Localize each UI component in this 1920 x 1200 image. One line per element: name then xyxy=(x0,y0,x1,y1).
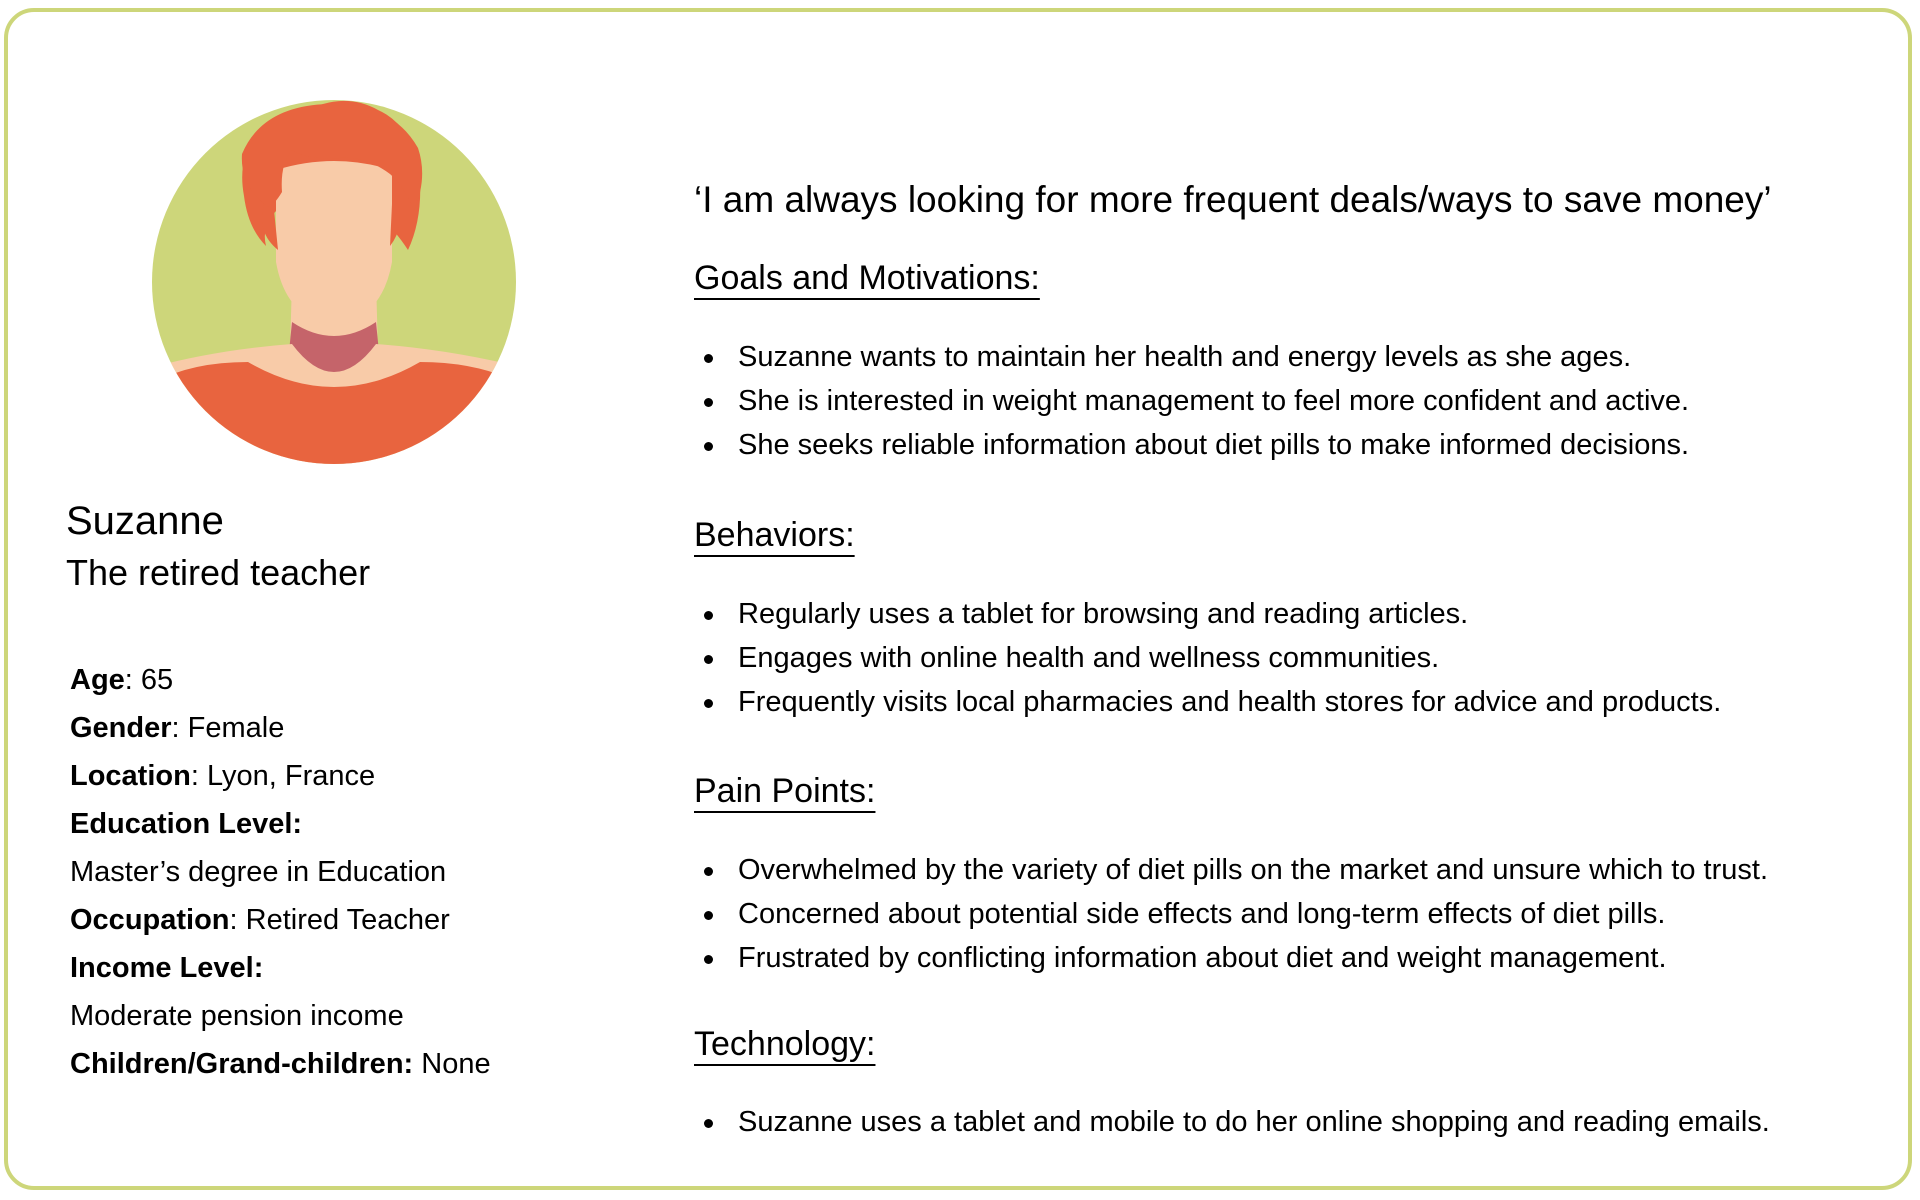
pain-points-list xyxy=(694,848,1768,980)
detail-label: Occupation xyxy=(70,904,230,936)
goals-list xyxy=(694,335,1689,467)
behaviors-heading: Behaviors: xyxy=(694,516,855,554)
detail-education-label xyxy=(70,800,491,848)
persona-avatar xyxy=(152,100,516,464)
detail-label: Location xyxy=(70,760,191,792)
detail-value: 65 xyxy=(140,664,174,696)
detail-age: Age: 65 xyxy=(70,664,174,696)
detail-label: Age xyxy=(70,664,125,696)
list-item: She seeks reliable information about diet pills to make informed decisions. xyxy=(694,423,1689,467)
detail-value: None xyxy=(421,1048,491,1080)
detail-label: Income Level: xyxy=(70,952,264,984)
behaviors-list xyxy=(694,592,1721,724)
pain-points-heading: Pain Points: xyxy=(694,772,876,810)
detail-children xyxy=(70,1040,491,1088)
detail-income-value xyxy=(70,992,491,1040)
persona-quote: ‘I am always looking for more frequent deals/ways to save money’ xyxy=(694,179,1772,220)
detail-value: Moderate pension income xyxy=(70,1000,404,1032)
persona-name: Suzanne xyxy=(66,499,224,543)
goals-heading: Goals and Motivations: xyxy=(694,259,1040,297)
list-item: Concerned about potential side effects and long-term effects of diet pills. xyxy=(694,892,1768,936)
detail-value: Retired Teacher xyxy=(245,904,450,936)
list-item: Regularly uses a tablet for browsing and reading articles. xyxy=(694,592,1721,636)
technology-list xyxy=(694,1100,1770,1144)
list-item: She is interested in weight management to feel more confident and active. xyxy=(694,379,1689,423)
list-item: Frustrated by conflicting information about diet and weight management. xyxy=(694,936,1768,980)
persona-details xyxy=(70,656,491,1088)
list-item: Suzanne wants to maintain her health and energy levels as she ages. xyxy=(694,335,1689,379)
avatar-face xyxy=(276,161,392,326)
persona-card xyxy=(4,8,1912,1190)
detail-income-label xyxy=(70,944,491,992)
list-item: Overwhelmed by the variety of diet pills on the market and unsure which to trust. xyxy=(694,848,1768,892)
detail-education-value xyxy=(70,848,491,896)
technology-heading: Technology: xyxy=(694,1025,876,1063)
persona-subtitle: The retired teacher xyxy=(66,552,371,593)
detail-label: Gender xyxy=(70,712,172,744)
detail-label: Children/Grand-children: xyxy=(70,1048,414,1080)
detail-location: Location: Lyon, France xyxy=(70,760,376,792)
detail-value: Female xyxy=(187,712,285,744)
detail-value: Master’s degree in Education xyxy=(70,856,447,888)
list-item: Frequently visits local pharmacies and health stores for advice and products. xyxy=(694,680,1721,724)
list-item: Suzanne uses a tablet and mobile to do her online shopping and reading emails. xyxy=(694,1100,1770,1144)
detail-occupation: Occupation: Retired Teacher xyxy=(70,904,450,936)
detail-gender: Gender: Female xyxy=(70,712,285,744)
list-item: Engages with online health and wellness communities. xyxy=(694,636,1721,680)
detail-label: Education Level: xyxy=(70,808,303,840)
detail-value: Lyon, France xyxy=(206,760,376,792)
